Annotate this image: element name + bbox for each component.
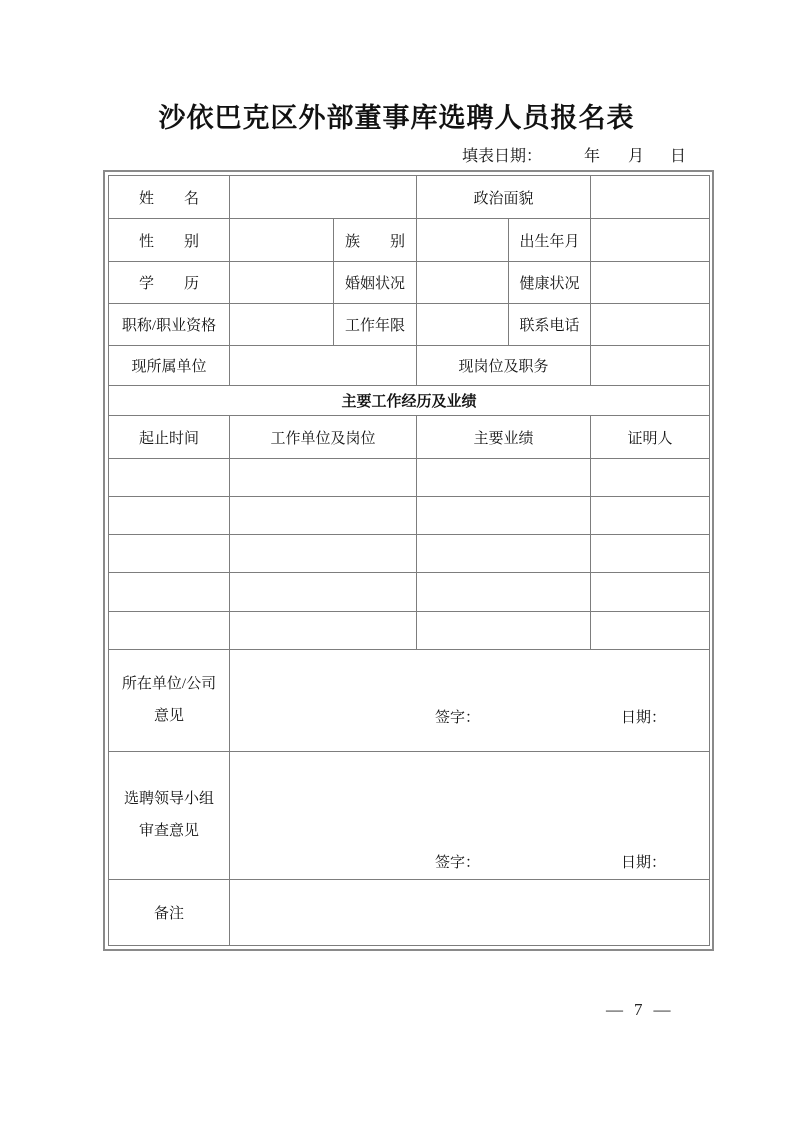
- gender-value-cell: [230, 219, 334, 262]
- registration-form-table: [103, 170, 714, 951]
- unit-opinion-label-line1: 所在单位/公司: [121, 675, 217, 692]
- row-gender: [109, 219, 710, 262]
- experience-cell: [591, 535, 710, 573]
- unit-sign-label: 签字：: [435, 709, 481, 726]
- gender-label-cell: 性 别: [109, 219, 230, 262]
- unit-opinion-label-cell: [109, 649, 230, 751]
- employer-value-cell: [230, 346, 417, 386]
- experience-cell: [230, 497, 417, 535]
- experience-cell: [417, 573, 591, 611]
- experience-cell: [591, 459, 710, 497]
- experience-empty-row: [109, 535, 710, 573]
- experience-cell: [417, 459, 591, 497]
- form-title: 沙依巴克区外部董事库选聘人员报名表: [158, 103, 635, 133]
- experience-cell: [417, 535, 591, 573]
- phone-value-cell: [591, 304, 710, 346]
- row-unit-opinion: [109, 649, 710, 751]
- experience-cell: [109, 611, 230, 649]
- day-label: 日: [670, 148, 687, 165]
- fill-date-line: [462, 143, 686, 166]
- position-label-cell: 现岗位及职务: [417, 346, 591, 386]
- political-value-cell: [591, 176, 710, 219]
- col-achievement-header: 主要业绩: [417, 416, 591, 459]
- unit-opinion-label-line2: 意见: [153, 708, 184, 725]
- political-label-cell: 政治面貌: [417, 176, 591, 219]
- unit-date-label: 日期：: [621, 709, 667, 726]
- experience-cell: [230, 573, 417, 611]
- education-value-cell: [230, 262, 334, 304]
- page-number-dash-right: —: [653, 1000, 671, 1019]
- marital-value-cell: [417, 262, 509, 304]
- committee-date-label: 日期：: [621, 854, 667, 871]
- committee-opinion-content-cell: [230, 751, 710, 879]
- remarks-label-cell: 备注: [109, 879, 230, 945]
- row-prof-title: [109, 304, 710, 346]
- experience-cell: [230, 611, 417, 649]
- experience-cell: [109, 459, 230, 497]
- experience-empty-row: [109, 611, 710, 649]
- prof-title-value-cell: [230, 304, 334, 346]
- experience-cell: [109, 497, 230, 535]
- education-label-cell: 学 历: [109, 262, 230, 304]
- row-experience-header: [109, 386, 710, 416]
- unit-opinion-content-cell: [230, 649, 710, 751]
- experience-cell: [109, 535, 230, 573]
- prof-title-label-cell: 职称/职业资格: [109, 304, 230, 346]
- experience-empty-row: [109, 573, 710, 611]
- experience-cell: [230, 459, 417, 497]
- position-value-cell: [591, 346, 710, 386]
- marital-label-cell: 婚姻状况: [334, 262, 417, 304]
- page-number-dash-left: —: [606, 1000, 623, 1019]
- experience-cell: [417, 611, 591, 649]
- committee-sign-label: 签字：: [435, 854, 481, 871]
- ethnicity-value-cell: [417, 219, 509, 262]
- name-label-cell: 姓 名: [109, 176, 230, 219]
- col-unit-post-header: 工作单位及岗位: [230, 416, 417, 459]
- work-years-value-cell: [417, 304, 509, 346]
- health-label-cell: 健康状况: [509, 262, 591, 304]
- row-experience-columns: [109, 416, 710, 459]
- work-years-label-cell: 工作年限: [334, 304, 417, 346]
- experience-empty-row: [109, 459, 710, 497]
- name-value-cell: [230, 176, 417, 219]
- health-value-cell: [591, 262, 710, 304]
- birth-label-cell: 出生年月: [509, 219, 591, 262]
- row-education: [109, 262, 710, 304]
- experience-empty-row: [109, 497, 710, 535]
- experience-cell: [591, 497, 710, 535]
- col-period-header: 起止时间: [109, 416, 230, 459]
- page-number-value: 7: [634, 1000, 643, 1019]
- row-remarks: [109, 879, 710, 945]
- experience-cell: [591, 573, 710, 611]
- birth-value-cell: [591, 219, 710, 262]
- col-reference-header: 证明人: [591, 416, 710, 459]
- committee-opinion-label-line2: 审查意见: [138, 823, 199, 840]
- ethnicity-label-cell: 族 别: [334, 219, 417, 262]
- row-name: [109, 176, 710, 219]
- committee-opinion-label-cell: [109, 751, 230, 879]
- year-label: 年: [584, 148, 601, 165]
- experience-cell: [230, 535, 417, 573]
- experience-section-title: 主要工作经历及业绩: [109, 386, 710, 416]
- experience-cell: [591, 611, 710, 649]
- committee-opinion-label-line1: 选聘领导小组: [123, 791, 214, 807]
- phone-label-cell: 联系电话: [509, 304, 591, 346]
- experience-cell: [417, 497, 591, 535]
- row-employer: [109, 346, 710, 386]
- row-committee-opinion: [109, 751, 710, 879]
- employer-label-cell: 现所属单位: [109, 346, 230, 386]
- fill-date-label: 填表日期：: [462, 148, 543, 165]
- experience-cell: [109, 573, 230, 611]
- remarks-value-cell: [230, 879, 710, 945]
- page-number: [606, 1000, 671, 1020]
- month-label: 月: [628, 148, 645, 165]
